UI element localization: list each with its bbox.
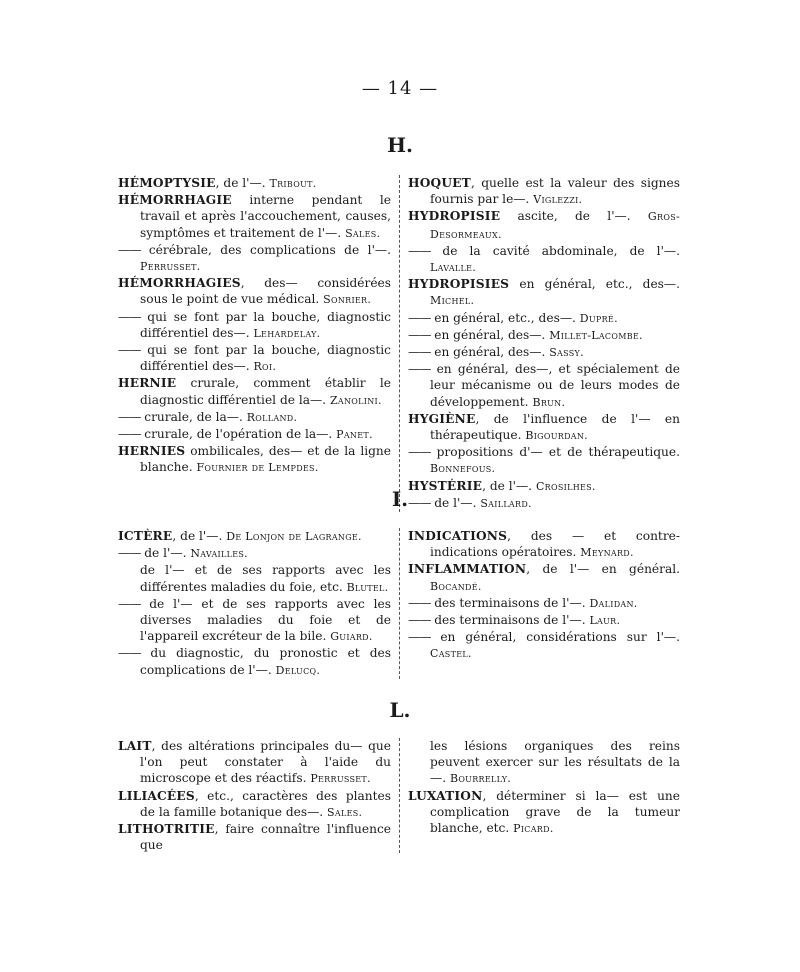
column-right	[399, 528, 680, 679]
entry-author: Brun.	[532, 395, 566, 409]
index-entry	[408, 444, 680, 477]
ditto-dash: ——	[408, 495, 431, 510]
entry-author: Picard.	[513, 822, 554, 836]
column-left	[118, 738, 399, 853]
section-letter-l: L.	[389, 698, 411, 722]
index-entry	[408, 361, 680, 411]
entry-author: Laur.	[589, 614, 621, 628]
ditto-dash: ——	[118, 596, 141, 611]
column-left	[118, 175, 399, 512]
index-entry	[118, 309, 391, 342]
ditto-dash: ——	[408, 310, 431, 325]
section-letter-h: H.	[387, 133, 413, 157]
entry-author: Panet.	[336, 428, 373, 442]
entry-text: , de l'— en général.	[526, 562, 680, 577]
index-entry	[118, 409, 391, 426]
entry-heading: HÉMORRHAGIES	[118, 276, 241, 291]
entry-author: Navailles.	[190, 547, 248, 561]
entry-text: en général, des—.	[430, 327, 550, 342]
index-entry	[118, 596, 391, 646]
entry-author: Meynard.	[580, 546, 634, 560]
index-entry	[118, 545, 391, 562]
entry-text: , faire connaître l'influence que	[140, 822, 391, 853]
column-right	[399, 738, 680, 853]
ditto-dash: ——	[408, 445, 431, 460]
entry-author: Crosilhes.	[535, 479, 596, 493]
index-entry	[408, 595, 680, 612]
entry-author: Millet-Lacombe.	[549, 328, 643, 342]
entry-text: , de l'—.	[215, 176, 270, 190]
entry-text: de l'—.	[430, 495, 481, 510]
entry-author: Bourrelly.	[449, 772, 512, 786]
index-entry	[408, 612, 680, 629]
column-right	[399, 175, 680, 512]
ditto-dash: ——	[408, 243, 431, 258]
entry-author: Sassy.	[549, 346, 584, 360]
entry-author: Dalidan.	[589, 596, 638, 610]
entry-author: De Lonjon de Lagrange.	[226, 530, 362, 543]
entry-text: , de l'—.	[172, 529, 227, 543]
entry-author: Bonnefous.	[430, 462, 496, 476]
entry-author: Gros-Desormeaux.	[430, 210, 680, 241]
ditto-dash: ——	[118, 309, 141, 324]
ditto-dash: ——	[118, 646, 141, 661]
entry-text: en général, des—, et spécialement de leur mécanisme ou de leurs modes de développement.	[430, 362, 680, 409]
ditto-dash: ——	[118, 242, 141, 257]
entry-author: Sonrier.	[323, 293, 372, 307]
entry-author: Perrusset.	[310, 772, 371, 786]
ditto-dash: ——	[408, 630, 431, 645]
index-entry	[408, 243, 680, 276]
entry-text: , de l'—.	[482, 478, 536, 493]
entry-heading: HYSTÉRIE	[408, 478, 483, 493]
index-entry	[118, 645, 391, 678]
entry-heading: LITHOTRITIE	[118, 822, 215, 837]
entry-heading: HERNIE	[118, 376, 177, 391]
index-entry	[118, 443, 391, 476]
entry-heading: INDICATIONS	[408, 529, 508, 543]
index-entry	[118, 375, 391, 408]
entry-text: , quelle est la valeur des signes fournis par le—.	[430, 176, 680, 207]
index-entry	[118, 528, 391, 545]
entry-text: , de l'influence de l'— en thérapeutique.	[430, 411, 680, 443]
section-letter-i: I.	[391, 487, 409, 511]
entry-text: en général, etc., des—.	[430, 310, 580, 325]
entry-text: , des altérations principales du— que l'on peut constater à l'aide du microscope et des réactifs.	[140, 739, 391, 786]
entry-heading: HYDROPISIES	[408, 277, 510, 292]
entry-author: Zanolini.	[329, 393, 382, 407]
index-entry	[118, 426, 391, 443]
entry-text: de la cavité abdominale, de l'—.	[430, 243, 680, 258]
entry-heading: HERNIES	[118, 444, 186, 459]
ditto-dash: ——	[118, 427, 141, 442]
index-entry	[408, 344, 680, 361]
index-entry	[118, 275, 391, 308]
entry-text: du diagnostic, du pronostic et des complications de l'—.	[140, 646, 391, 677]
entry-text: en général, etc., des—.	[509, 277, 680, 292]
index-entry	[118, 821, 391, 853]
index-entry	[408, 629, 680, 662]
index-entry	[408, 276, 680, 309]
entry-author: Perrusset.	[140, 260, 201, 274]
entry-author: Delucq.	[275, 663, 321, 677]
ditto-dash: ——	[118, 409, 141, 424]
entry-author: Bocandé.	[430, 579, 482, 593]
entry-text: , des— considérées sous le point de vue médical.	[140, 276, 391, 307]
entry-author: Dupré.	[579, 311, 618, 325]
entry-author: Fournier de Lempdes.	[196, 461, 319, 475]
column-left	[118, 528, 399, 679]
ditto-dash: ——	[408, 613, 431, 628]
index-entry	[408, 310, 680, 327]
entry-text: crurale, de la—.	[140, 409, 247, 424]
ditto-dash: ——	[118, 343, 141, 358]
entry-text: les lésions organiques des reins peuvent exercer sur les résultats de la—.	[430, 739, 680, 786]
ditto-dash: ——	[408, 345, 431, 360]
ditto-dash: ——	[408, 327, 431, 342]
entry-text: qui se font par la bouche, diagnostic différentiel des—.	[140, 343, 391, 374]
entry-heading: INFLAMMATION	[408, 562, 527, 577]
ditto-dash: ——	[408, 362, 431, 377]
index-entry	[408, 327, 680, 344]
index-entry	[408, 175, 680, 208]
entry-text: , déterminer si la— est une complication grave de la tumeur blanche, etc.	[430, 788, 680, 836]
entry-author: Bigourdan.	[525, 429, 588, 443]
entry-heading: LUXATION	[408, 788, 483, 803]
entry-author: Guiard.	[330, 630, 373, 644]
entry-heading: LAIT	[118, 739, 152, 753]
entry-heading: ICTÈRE	[118, 529, 173, 543]
ditto-dash: ——	[118, 546, 141, 561]
index-entry	[408, 528, 680, 561]
entry-author: Sales.	[327, 805, 363, 819]
entry-author: Roi.	[253, 360, 277, 374]
index-entry	[118, 242, 391, 275]
entry-text: crurale, comment établir le diagnostic différentiel de la—.	[140, 376, 391, 407]
entry-author: Sales.	[345, 226, 381, 240]
section-l	[118, 738, 680, 853]
index-entry	[118, 192, 391, 242]
index-entry	[118, 788, 391, 821]
index-entry	[118, 175, 391, 192]
index-entry	[408, 411, 680, 444]
entry-text: de l'— et de ses rapports avec les différentes maladies du foie, etc.	[140, 563, 391, 594]
entry-text: ascite, de l'—.	[500, 209, 648, 224]
index-entry	[408, 738, 680, 788]
index-entry	[408, 561, 680, 594]
entry-author: Lavalle.	[430, 261, 477, 275]
entry-author: Saillard.	[480, 496, 532, 510]
page-number: — 14 —	[361, 78, 439, 99]
entry-author: Michel.	[430, 294, 475, 308]
entry-text: qui se font par la bouche, diagnostic différentiel des—.	[140, 309, 391, 340]
entry-heading: HÉMOPTYSIE	[118, 176, 216, 190]
entry-text: en général, considérations sur l'—.	[430, 630, 680, 645]
entry-text: de l'—.	[140, 546, 191, 561]
entry-heading: HOQUET	[408, 176, 471, 190]
entry-author: Rolland.	[246, 410, 298, 424]
index-entry	[118, 738, 391, 788]
section-h	[118, 175, 680, 512]
entry-text: , etc., caractères des plantes de la famille botanique des—.	[140, 788, 391, 819]
entry-heading: HYDROPISIE	[408, 209, 501, 224]
entry-text: propositions d'— et de thérapeutique.	[430, 445, 680, 460]
entry-text: des terminaisons de l'—.	[430, 613, 590, 628]
entry-author: Blutel.	[346, 580, 389, 594]
index-entry	[408, 208, 680, 242]
entry-text: des terminaisons de l'—.	[430, 595, 590, 610]
entry-text: en général, des—.	[430, 345, 550, 360]
index-entry	[408, 788, 680, 838]
entry-text: interne pendant le travail et après l'accouchement, causes, symptômes et traitement de l'—.	[140, 193, 391, 240]
entry-author: Viglezzi.	[533, 193, 583, 207]
entry-text: de l'— et de ses rapports avec les diverses maladies du foie et de l'appareil excréteur de la bile.	[140, 596, 391, 644]
entry-text: crurale, de l'opération de la—.	[140, 427, 337, 442]
entry-heading: LILIACÉES	[118, 788, 195, 803]
entry-text: cérébrale, des complications de l'—.	[140, 242, 391, 257]
entry-author: Tribout.	[269, 177, 317, 190]
entry-heading: HYGIÈNE	[408, 411, 476, 426]
entry-heading: HÉMORRHAGIE	[118, 193, 232, 208]
entry-text: , des — et contre-indications opératoires.	[430, 529, 680, 560]
entry-author: Lehardelay.	[253, 326, 321, 340]
section-i	[118, 528, 680, 679]
index-entry	[118, 342, 391, 375]
entry-author: Castel.	[430, 647, 472, 661]
index-entry	[118, 562, 391, 595]
ditto-dash: ——	[408, 595, 431, 610]
entry-text: ombilicales, des— et de la ligne blanche.	[140, 444, 391, 475]
